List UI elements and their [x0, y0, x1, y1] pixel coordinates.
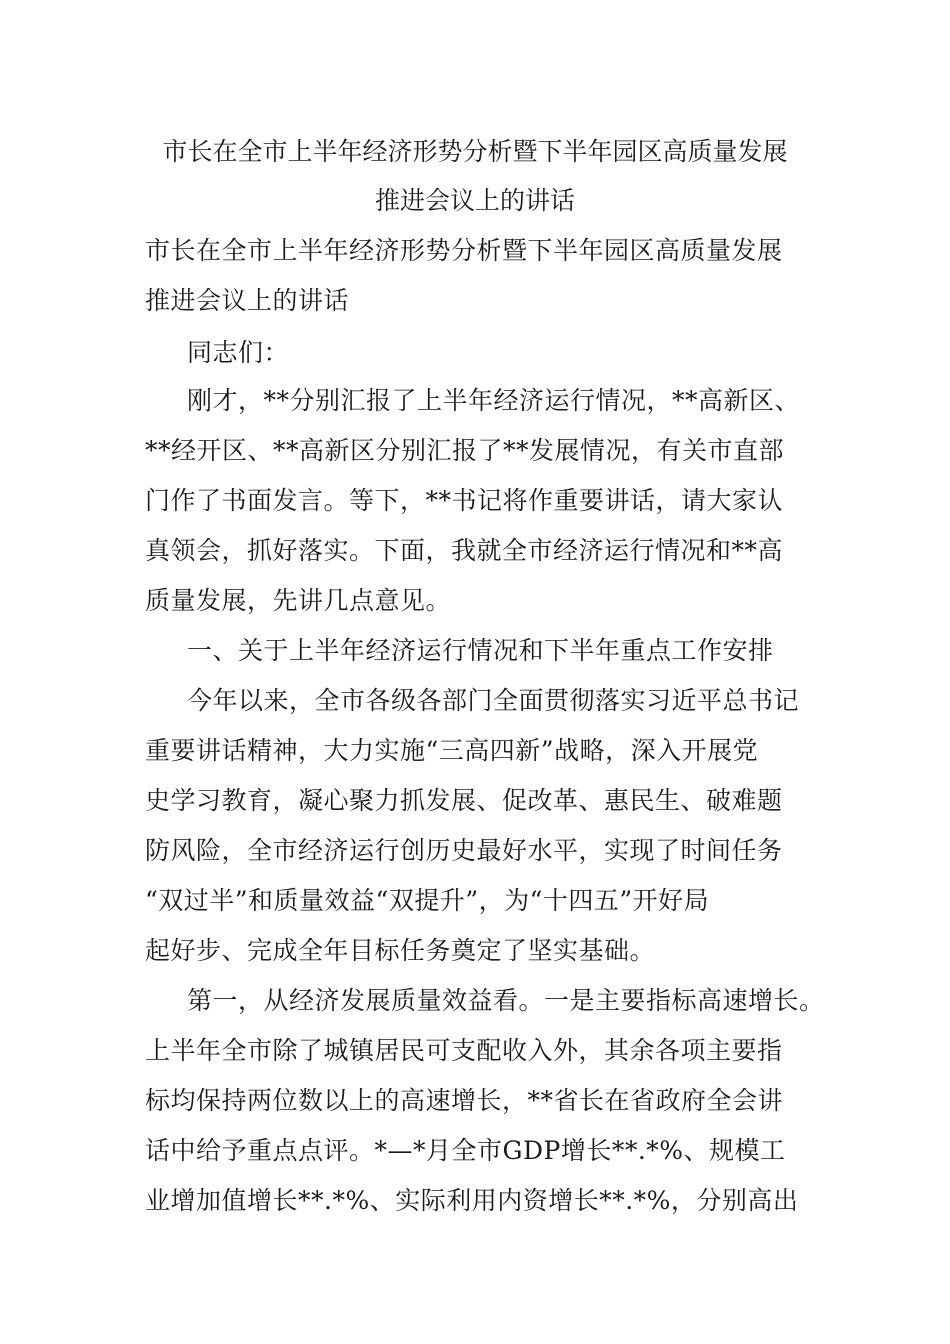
body-line: 门作了书面发言。等下，**书记将作重要讲话，请大家认: [145, 486, 784, 515]
body-line: 史学习教育，凝心聚力抓发展、促改革、惠民生、破难题: [145, 786, 783, 815]
body-line: 真领会，抓好落实。下面，我就全市经济运行情况和**高: [145, 536, 784, 565]
body-line: 上半年全市除了城镇居民可支配收入外，其余各项主要指: [145, 1036, 783, 1065]
body-line: 市长在全市上半年经济形势分析暨下半年园区高质量发展: [145, 236, 783, 265]
section-heading: 一、关于上半年经济运行情况和下半年重点工作安排: [187, 636, 774, 665]
salutation: 同志们：: [187, 338, 290, 367]
document-title-line-1: 市长在全市上半年经济形势分析暨下半年园区高质量发展: [162, 137, 788, 166]
document-title-line-2: 推进会议上的讲话: [374, 186, 575, 215]
body-line: **经开区、**高新区分别汇报了**发展情况，有关市直部: [145, 436, 785, 465]
body-line: 业增加值增长**.*%、实际利用内资增长**.*%，分别高出: [145, 1186, 799, 1215]
body-line: 刚才，**分别汇报了上半年经济运行情况，**高新区、: [187, 386, 801, 415]
body-line: 推进会议上的讲话: [145, 286, 350, 315]
body-line: 起好步、完成全年目标任务奠定了坚实基础。: [145, 936, 656, 965]
body-line: 话中给予重点点评。*—*月全市GDP增长**.*%、规模工: [145, 1136, 786, 1165]
body-line: 第一，从经济发展质量效益看。一是主要指标高速增长。: [187, 986, 825, 1015]
body-line: 防风险，全市经济运行创历史最好水平，实现了时间任务: [145, 836, 783, 865]
body-line: 重要讲话精神，大力实施“三高四新”战略，深入开展党: [145, 736, 759, 765]
body-line: 标均保持两位数以上的高速增长，**省长在省政府全会讲: [145, 1086, 784, 1115]
body-line: “双过半”和质量效益“双提升”，为“十四五”开好局: [145, 886, 710, 915]
body-line: 今年以来，全市各级各部门全面贯彻落实习近平总书记: [187, 686, 800, 715]
body-line: 质量发展，先讲几点意见。: [145, 586, 452, 615]
